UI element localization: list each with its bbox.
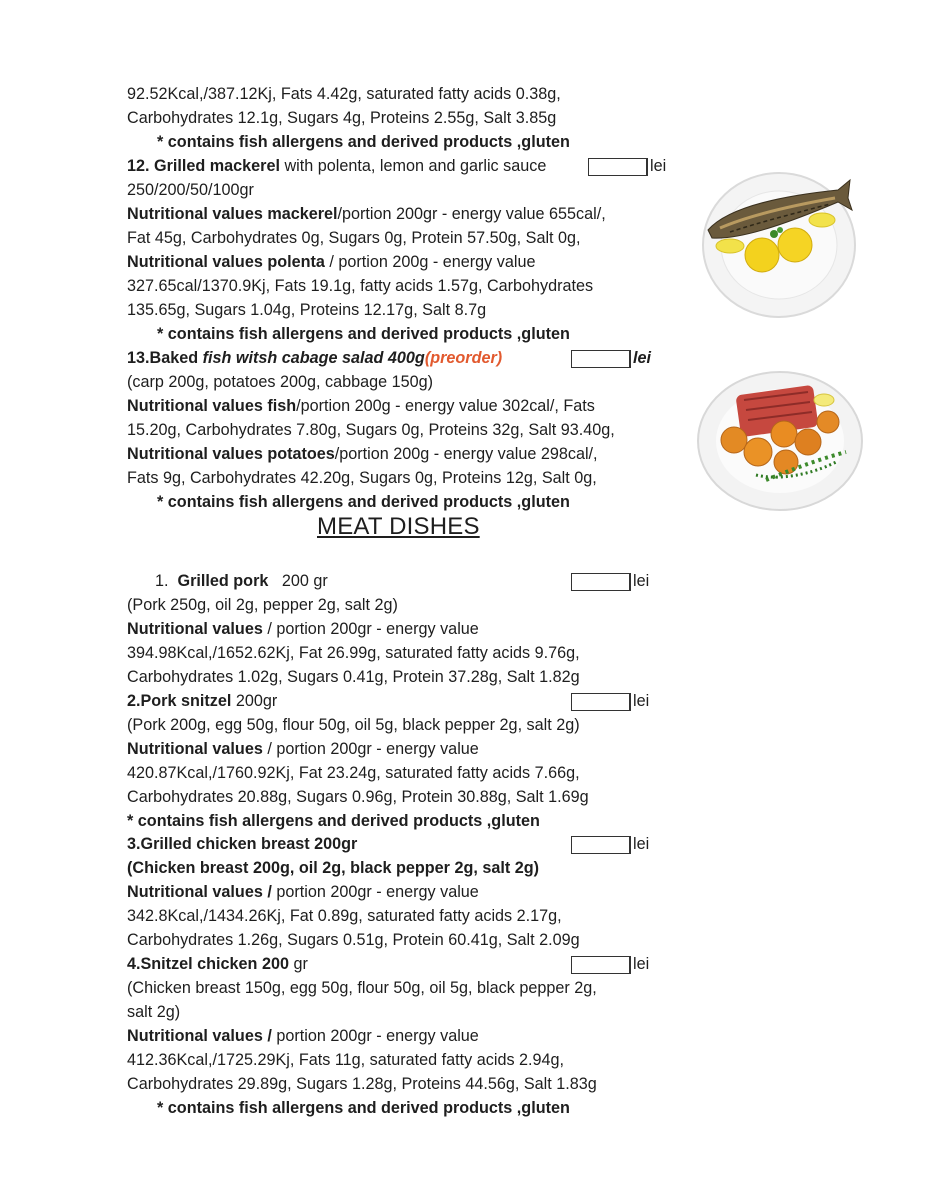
currency-label: lei [633, 692, 650, 710]
allergen-note: * contains fish allergens and derived products ,gluten [127, 812, 540, 830]
dish-composition: (Pork 200g, egg 50g, flour 50g, oil 5g, black pepper 2g, salt 2g) [127, 716, 580, 734]
nutrition-line: Nutritional values potatoes/portion 200g - energy value 298cal/, [127, 445, 598, 463]
nutrition-line: Carbohydrates 1.26g, Sugars 0.51g, Protein 60.41g, Salt 2.09g [127, 931, 580, 949]
dish-title-baked-fish: 13.Baked fish witsh cabage salad 400g(preorder) [127, 349, 503, 367]
price-box[interactable] [588, 158, 648, 176]
currency-label: lei [633, 572, 650, 590]
nutrition-line: Nutritional values mackerel/portion 200gr - energy value 655cal/, [127, 205, 606, 223]
nutrition-line: Fats 9g, Carbohydrates 42.20g, Sugars 0g, Proteins 12g, Salt 0g, [127, 469, 597, 487]
nutrition-line: 412.36Kcal,/1725.29Kj, Fats 11g, saturated fatty acids 2.94g, [127, 1051, 565, 1069]
dish-title-pork-snitzel: 2.Pork snitzel 200gr [127, 692, 278, 710]
dish-composition: (carp 200g, potatoes 200g, cabbage 150g) [127, 373, 433, 391]
baked-fish-photo-icon [696, 370, 864, 512]
nutrition-line: 342.8Kcal,/1434.26Kj, Fat 0.89g, saturated fatty acids 2.17g, [127, 907, 562, 925]
nutrition-line: 92.52Kcal,/387.12Kj, Fats 4.42g, saturated fatty acids 0.38g, [127, 85, 561, 103]
grilled-mackerel-photo-icon [700, 170, 858, 320]
preorder-note: (preorder) [424, 349, 503, 367]
price-field[interactable] [571, 572, 649, 591]
dish-composition: salt 2g) [127, 1003, 181, 1021]
allergen-note: * contains fish allergens and derived products ,gluten [157, 1099, 570, 1117]
nutrition-line: 327.65cal/1370.9Kj, Fats 19.1g, fatty acids 1.57g, Carbohydrates [127, 277, 594, 295]
allergen-note: * contains fish allergens and derived products ,gluten [157, 133, 570, 151]
price-field[interactable] [588, 157, 666, 176]
dish-title-grilled-chicken-breast: 3.Grilled chicken breast 200gr [127, 835, 358, 853]
dish-composition: (Chicken breast 150g, egg 50g, flour 50g, oil 5g, black pepper 2g, [127, 979, 597, 997]
nutrition-line: Fat 45g, Carbohydrates 0g, Sugars 0g, Protein 57.50g, Salt 0g, [127, 229, 581, 247]
nutrition-line: Nutritional values / portion 200gr - energy value [127, 1027, 479, 1045]
nutrition-line: 420.87Kcal,/1760.92Kj, Fat 23.24g, saturated fatty acids 7.66g, [127, 764, 580, 782]
nutrition-line: Carbohydrates 29.89g, Sugars 1.28g, Proteins 44.56g, Salt 1.83g [127, 1075, 597, 1093]
currency-label: lei [633, 835, 650, 853]
price-field[interactable] [571, 955, 649, 974]
nutrition-line: Nutritional values fish/portion 200g - energy value 302cal/, Fats [127, 397, 595, 415]
price-box[interactable] [571, 350, 631, 368]
dish-title-snitzel-chicken: 4.Snitzel chicken 200 gr [127, 955, 308, 973]
nutrition-line: 135.65g, Sugars 1.04g, Proteins 12.17g, Salt 8.7g [127, 301, 487, 319]
nutrition-line: Nutritional values / portion 200gr - energy value [127, 883, 479, 901]
nutrition-line: 394.98Kcal,/1652.62Kj, Fat 26.99g, saturated fatty acids 9.76g, [127, 644, 580, 662]
currency-label: lei [633, 349, 651, 367]
nutrition-line: Carbohydrates 20.88g, Sugars 0.96g, Protein 30.88g, Salt 1.69g [127, 788, 589, 806]
allergen-note: * contains fish allergens and derived products ,gluten [157, 325, 570, 343]
dish-weights: 250/200/50/100gr [127, 181, 254, 199]
price-box[interactable] [571, 836, 631, 854]
allergen-note: * contains fish allergens and derived products ,gluten [157, 493, 570, 511]
dish-title-grilled-pork: 1. Grilled pork 200 gr [155, 572, 328, 590]
section-heading-meat-dishes: MEAT DISHES [317, 513, 480, 540]
price-box[interactable] [571, 956, 631, 974]
price-box[interactable] [571, 573, 631, 591]
dish-title-grilled-mackerel: 12. Grilled mackerel with polenta, lemon and garlic sauce [127, 157, 547, 175]
price-field[interactable] [571, 692, 649, 711]
dish-composition: (Chicken breast 200g, oil 2g, black pepper 2g, salt 2g) [127, 859, 540, 877]
dish-composition: (Pork 250g, oil 2g, pepper 2g, salt 2g) [127, 596, 398, 614]
nutrition-line: Nutritional values / portion 200gr - energy value [127, 620, 479, 638]
nutrition-line: Carbohydrates 1.02g, Sugars 0.41g, Protein 37.28g, Salt 1.82g [127, 668, 580, 686]
currency-label: lei [650, 157, 667, 175]
nutrition-line: Nutritional values polenta / portion 200g - energy value [127, 253, 536, 271]
price-box[interactable] [571, 693, 631, 711]
nutrition-line: 15.20g, Carbohydrates 7.80g, Sugars 0g, Proteins 32g, Salt 93.40g, [127, 421, 615, 439]
nutrition-line: Carbohydrates 12.1g, Sugars 4g, Proteins 2.55g, Salt 3.85g [127, 109, 557, 127]
price-field[interactable] [571, 835, 649, 854]
currency-label: lei [633, 955, 650, 973]
price-field[interactable] [571, 349, 651, 368]
nutrition-line: Nutritional values / portion 200gr - energy value [127, 740, 479, 758]
